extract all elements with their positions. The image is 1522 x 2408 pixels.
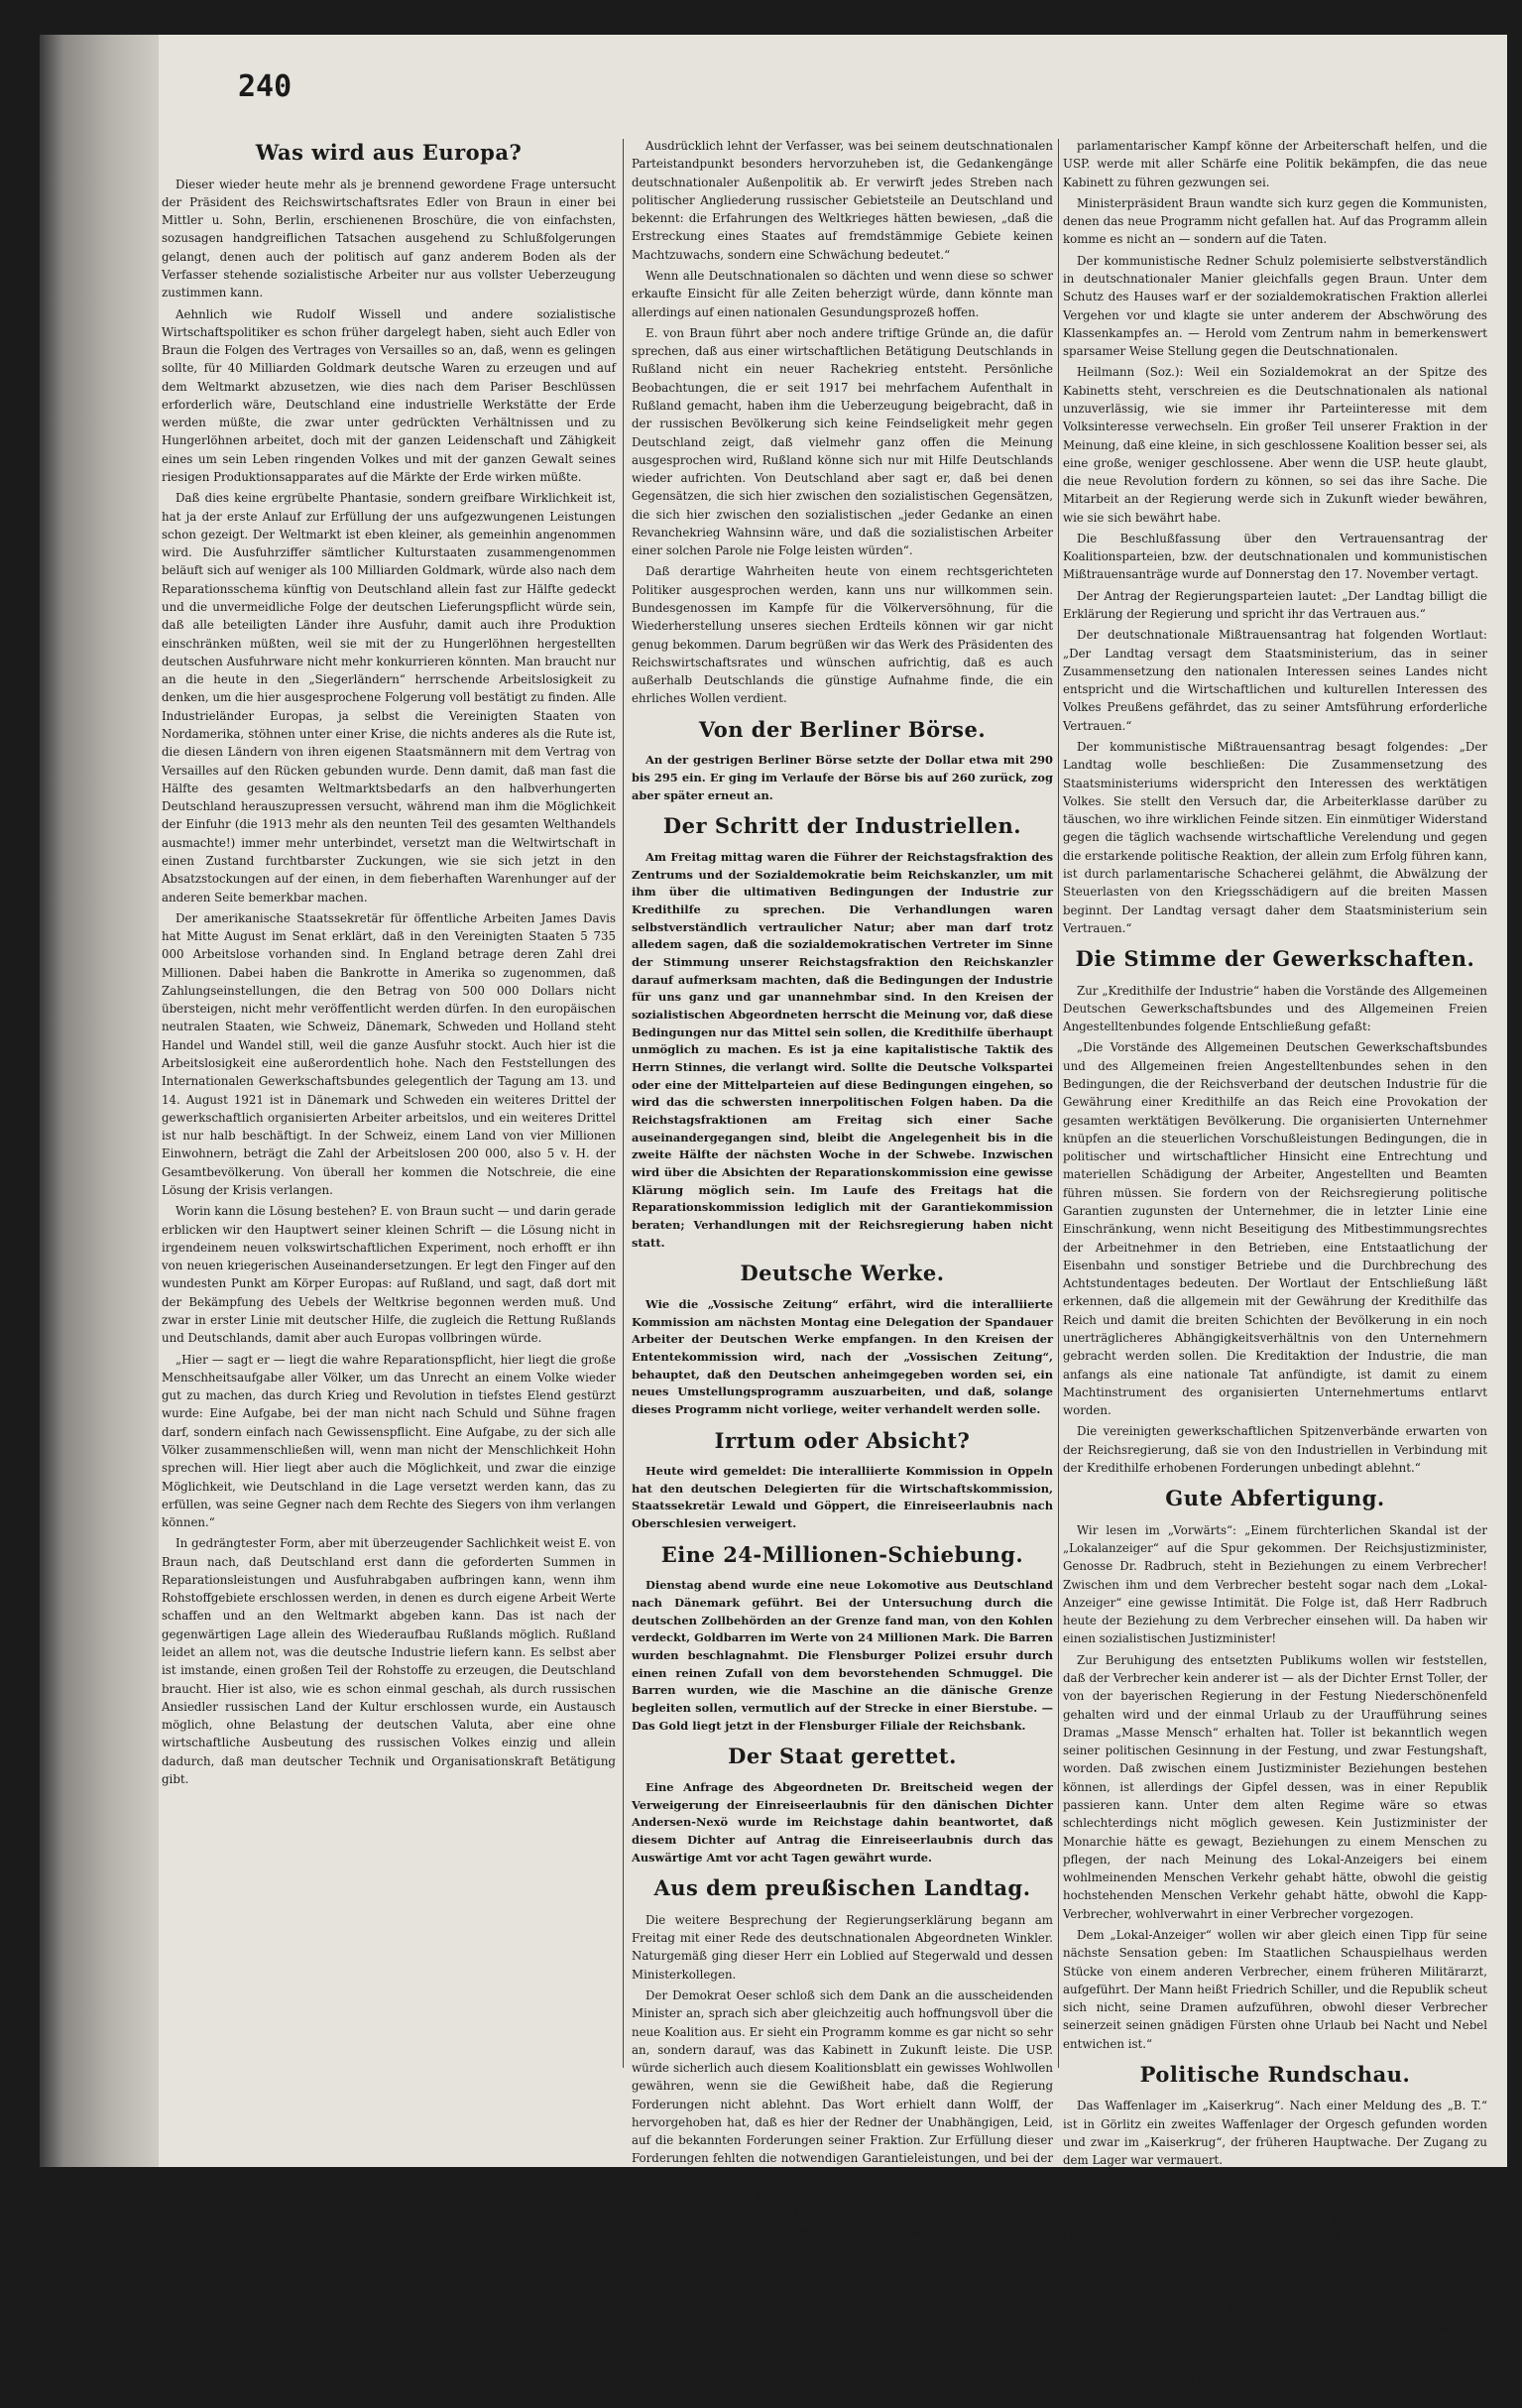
article-paragraph: Ausdrücklich lehnt der Verfasser, was bei seinem deutschnationalen Parteistandpunkt besonders hervorzuheben ist, die Gedankengänge deutschnationaler Außenpolitik ab. Er verwirft jedes Streben nach politischer Angliederung russischer Gebietsteile an Deutschland und bekennt: die Erfahrungen des Weltkrieges hätten bewiesen, „daß die Erstreckung eines Staates auf fremdstämmige Gebiete keinen Machtzuwachs, sondern eine Schwächung bedeutet.“	[632, 139, 1053, 262]
article-paragraph: Daß derartige Wahrheiten heute von einem rechtsgerichteten Politiker ausgesprochen werden, kann uns nur willkommen sein. Bundesgenossen im Kampfe für die Völkerversöhnung, für die Wiederherstellung unseres siechen Erdteils können wir gar nicht genug bekommen. Darum begrüßen wir das Werk des Präsidenten des Reichswirtschaftsrates und wünschen aufrichtig, daß es auch außerhalb Deutschlands die günstige Aufnahme finde, die ein ehrliches Wollen verdient.	[632, 564, 1053, 706]
article-paragraph: Aehnlich wie Rudolf Wissell und andere sozialistische Wirtschaftspolitiker es schon früher dargelegt haben, sieht auch Edler von Braun die Folgen des Vertrages von Versailles so an, daß, wenn es gelingen sollte, für 40 Milliarden Goldmark deutsche Waren zu erzeugen und auf dem Weltmarkt abzusetzen, wie dies nach dem Pariser Beschlüssen erforderlich wäre, Deutschland eine industrielle Werkstätte der Erde werden müßte, die zwar unter gedrückten Verhältnissen und zu Hungerlöhnen arbeitet, doch mit der ganzen Leidenschaft und Zähigkeit eines um sein Leben ringenden Volkes und mit der ganzen Gewalt seines riesigen Produktionsapparates auf die Märkte der Erde wirken müßte.	[162, 306, 616, 485]
article-paragraph: Politische Notizen. Die Zentrumsfraktion des Bürgerausschusses in Mannheim hat den Antrag gestellt, für den Aufenthalt von Ausländern eine Ausländersteuer einzuführen, welche jeweils in der Höhe des Heimatlandes des betreffenden Ausländers zu erheben ist. — Von den Regierungsparteien ist zum Hausgehilfengesetz die bei der Deutschen Hausfrauen-Vereine beim Reichstage Abänderungsvorschläge eingereicht, die nach einer Vorsitzenden des Regierungsentwurfs bedeutet würden. — Die demokratische Fraktion hat einen Antrag eingebracht, der Besuch der freiwillige Fortbildungsschulen vorschreibt. — Heute soll die Friedensurkunde zwischen Deutschland und Amerika ausgetauscht werden. — Von den Charlottenburger Gaswerken sind die Löhne für Arbeiter in der Stadt erhöht worden, jedoch die geforderte Beihilfe von 1000 Mark nicht bewilligt wurde.	[1063, 2174, 1487, 2406]
article-paragraph: Der Antrag der Regierungsparteien lautet: „Der Landtag billigt die Erklärung der Regierung und spricht ihr das Vertrauen aus.“	[1063, 588, 1487, 622]
article-paragraph: Wenn alle Deutschnationalen so dächten und wenn diese so schwer erkaufte Einsicht für alle Zeiten beherzigt würde, dann könnte man allerdings auf einen nationalen Gesundungsprozeß hoffen.	[632, 268, 1053, 319]
article-headline: Von der Berliner Börse.	[698, 716, 987, 742]
article-paragraph: Der kommunistische Mißtrauensantrag besagt folgendes: „Der Landtag wolle beschließen: Die Zusammensetzung des Staatsministeriums widerspricht den Interessen des werktätigen Volkes. Sie stellt den Versuch dar, die Arbeiterklasse darüber zu täuschen, wo ihre wirklichen Feinde sitzen. Ein einmütiger Widerstand gegen die täglich wachsende wirtschaftliche Verelendung und gegen die erstarkende politische Reaktion, der allein zum Erfolg führen kann, ist durch parlamentarische Schacherei gelähmt, die Abwälzung der Steuerlasten von den Kriegsschädigern auf die breiten Massen beginnt. Der Landtag versagt daher dem Staatsministerium sein Vertrauen.“	[1063, 740, 1487, 935]
article-headline: Der Staat gerettet.	[728, 1744, 957, 1769]
article-headline: Die Stimme der Gewerkschaften.	[1075, 946, 1475, 972]
article-paragraph: Der amerikanische Staatssekretär für öffentliche Arbeiten James Davis hat Mitte August im Senat erklärt, daß in den Vereinigten Staaten 5 735 000 Arbeitslose vorhanden sind. In England betrage deren Zahl drei Millionen. Dabei haben die Bankrotte in Amerika so zugenommen, daß Zahlungseinstellungen, die den Betrag von 500 000 Dollars nicht übersteigen, nicht mehr veröffentlicht werden dürfen. In den europäischen neutralen Staaten, wie Schweiz, Dänemark, Schweden und Holland steht Handel und Wandel still, weil die ganze Ausfuhr stockt. Auch hier ist die Arbeitslosigkeit eine außerordentlich hohe. Nach den Feststellungen des Internationalen Gewerkschaftsbundes gelegentlich der Tagung am 13. und 14. August 1921 ist in Dänemark und Schweden ein weiteres Drittel der gewerkschaftlich organisierten Arbeiter arbeitslos, und ein weiteres Drittel ist nur halb beschäftigt. In der Schweiz, einem Land von vier Millionen Einwohnern, beträgt die Zahl der Arbeitslosen 200 000, also 5 v. H. der Gesamtbevölkerung. Von überall her kommen die Notschreie, die eine Lösung der Krisis verlangen.	[162, 910, 616, 1198]
article-paragraph: Heute wird gemeldet: Die interalliierte Kommission in Oppeln hat den deutschen Delegierten für die Wirtschaftskommission, Staatssekretär Lewald und Göppert, die Einreiseerlaubnis nach Oberschlesien verweigert.	[632, 1464, 1053, 1531]
article-paragraph: Die weitere Besprechung der Regierungserklärung begann am Freitag mit einer Rede des deutschnationalen Abgeordneten Winkler. Naturgemäß ging dieser Herr ein Loblied auf Stegerwald und dessen Ministerkollegen.	[632, 1912, 1053, 1982]
article-paragraph: Dieser wieder heute mehr als je brennend gewordene Frage untersucht der Präsident des Reichswirtschaftsrates Edler von Braun in einer bei Mittler u. Sohn, Berlin, erschienenen Broschüre, die von einfachsten, sozusagen handgreiflichen Tatsachen ausgehend zu Schlußfolgerungen gelangt, denen auch der politisch auf ganz anderem Boden als der Verfasser stehende sozialistische Arbeiter nur aus vollster Ueberzeugung zustimmen kann.	[162, 177, 616, 301]
article-headline: Deutsche Werke.	[740, 1261, 945, 1286]
article-paragraph: Worin kann die Lösung bestehen? E. von Braun sucht — und darin gerade erblicken wir den Hauptwert seiner kleinen Schrift — die Lösung nicht in irgendeinem neuen volkswirtschaftlichen Experiment, noch erhofft er ihn von neuen kriegerischen Auseinandersetzungen. Er legt den Finger auf den wundesten Punkt am Körper Europas: auf Rußland, und sagt, daß dort mit der Bekämpfung des Uebels der Weltkrise begonnen werden muß. Und zwar in erster Linie mit deutscher Hilfe, die zugleich die Rettung Rußlands und Deutschlands, damit aber auch Europas vollbringen würde.	[162, 1204, 616, 1346]
book-binding	[40, 35, 159, 2167]
article-headline: Der Schritt der Industriellen.	[662, 813, 1022, 839]
article-paragraph: Wir lesen im „Vorwärts“: „Einem fürchterlichen Skandal ist der „Lokalanzeiger“ auf die Spur gekommen. Der Reichsjustizminister, Genosse Dr. Radbruch, steht in Beziehungen zu einem Verbrecher! Zwischen ihm und dem Verbrecher besteht sogar nach dem „Lokal-Anzeiger“ eine gewisse Intimität. Die Folge ist, daß Herr Radbruch heute der Beziehung zu dem Verbrecher einsehen will. Da haben wir einen sozialistischen Justizminister!	[1063, 1522, 1487, 1646]
article-paragraph: Zur „Kredithilfe der Industrie“ haben die Vorstände des Allgemeinen Deutschen Gewerkschaftsbundes und des Allgemeinen Freien Angestelltenbundes folgende Entschließung gefaßt:	[1063, 983, 1487, 1034]
article-paragraph: Der Demokrat Oeser schloß sich dem Dank an die ausscheidenden Minister an, sprach sich aber gleichzeitig auch hoffnungsvoll über die neue Koalition aus. Er sieht ein Programm komme es gar nicht so sehr an, sondern darauf, was das Kabinett in Zukunft leiste. Die USP. würde sicherlich auch diesem Koalitionsblatt ein gewisses Wohlwollen gewähren, wenn sie die Gewißheit habe, daß die Regierung Forderungen nicht ablehnt. Das Wort erhielt dann Wolff, der hervorgehoben hat, daß es hier der Redner der Unabhängigen, Leid, auf die bekannten Forderungen seiner Fraktion. Zur Erfüllung dieser Forderungen fehlten die notwendigen Garantieleistungen, und bei der Paarung von Sozialdemokraten und Volksparteien sei es nicht leicht, sie zu schaffen. Die erste Aufgabe der Volksparteien sei es natürlich, die Sozialdemokraten zu bekämpfen. Es sei zu fürchten, daß die Regierung sich als Sachwalter des Kapitalismus erweise. Nur außerparlamentarischer Kampf könne der Arbeiterschaft helfen.	[632, 1987, 1053, 2256]
article-paragraph: Eine Anfrage des Abgeordneten Dr. Breitscheid wegen der Verweigerung der Einreiseerlaubnis für den dänischen Dichter Andersen-Nexö wurde im Reichstage dahin beantwortet, daß diesem Dichter auf Antrag die Einreiseerlaubnis durch das Auswärtige Amt vor acht Tagen gewährt wurde.	[632, 1779, 1053, 1865]
article-paragraph: E. von Braun führt aber noch andere triftige Gründe an, die dafür sprechen, daß aus einer wirtschaftlichen Betätigung Deutschlands in Rußland nicht ein neuer Rachekrieg entsteht. Persönliche Beobachtungen, die er seit 1917 bei mehrfachem Aufenthalt in Rußland gemacht, haben ihm die Ueberzeugung beigebracht, daß in der russischen Bevölkerung sich keine Feindseligkeit mehr gegen Deutschland zeigt, daß vielmehr ganz offen die Meinung ausgesprochen wird, Rußland könne sich nur mit Hilfe Deutschlands wieder aufrichten. Von Deutschland aber sagt er, daß bei denen Gegensätzen, die sich hier zwischen den sozialistischen Gegensätzen, die sich hier zwischen den sozialistischen „jeder Gedanke an einen Revanchekrieg Wahnsinn wäre, und daß die sozialistischen Arbeiter einer solchen Parole nie Folge leisten würden“.	[632, 325, 1053, 558]
article-paragraph: parlamentarischer Kampf könne der Arbeiterschaft helfen, und die USP. werde mit aller Schärfe eine Politik bekämpfen, die das neue Kabinett zu führen gezwungen sei.	[1063, 139, 1487, 189]
article-paragraph: „Hier — sagt er — liegt die wahre Reparationspflicht, hier liegt die große Menschheitsaufgabe aller Völker, um das Unrecht an einem Volke wieder gut zu machen, das durch Krieg und Revolution in tiefstes Elend gestürzt wurde: Eine Aufgabe, bei der man nicht nach Schuld und Sühne fragen darf, sondern einfach nach Gewissenspflicht. Eine Aufgabe, zu der sich alle Völker zusammenschließen will, wenn man nicht der Menschlichkeit Hohn sprechen will. Hier liegt aber auch die Möglichkeit, und zwar die einzige Möglichkeit, wie Deutschland in die Lage versetzt werden kann, das zu erfüllen, was seine Gegner nach dem Rechte des Siegers von ihm verlangen können.“	[162, 1352, 616, 1530]
article-paragraph: Das Waffenlager im „Kaiserkrug“. Nach einer Meldung des „B. T.“ ist in Görlitz ein zweites Waffenlager der Orgesch gefunden worden und zwar im „Kaiserkrug“, der früheren Hauptwache. Der Zugang zu dem Lager war vermauert.	[1063, 2099, 1487, 2168]
article-paragraph: Dienstag abend wurde eine neue Lokomotive aus Deutschland nach Dänemark geführt. Bei der Untersuchung durch die deutschen Zollbehörden an der Grenze fand man, von den Kohlen verdeckt, Goldbarren im Werte von 24 Millionen Mark. Die Barren wurden beschlagnahmt. Die Flensburger Polizei ersuhr durch einen reinen Zufall von dem bevorstehenden Schmuggel. Die Barren wurden, wie die Maschine an die dänische Grenze begleiten sollen, vermutlich auf der Strecke in einer Bierstube. — Das Gold liegt jetzt in der Flensburger Filiale der Reichsbank.	[632, 1578, 1053, 1733]
column-2	[632, 137, 1053, 2256]
article-paragraph: Zur Beruhigung des entsetzten Publikums wollen wir feststellen, daß der Verbrecher kein anderer ist — als der Dichter Ernst Toller, der von der bayerischen Regierung in der Festung Niederschönenfeld gehalten wird und der einmal Urlaub zu der Uraufführung seines Dramas „Masse Mensch“ erhalten hat. Toller ist bekanntlich wegen seiner politischen Gesinnung in der Festung, und zwar Festungshaft, worden. Daß zwischen einem Justizminister Beziehungen bestehen können, ist allerdings der Gipfel dessen, was in einer Republik passieren kann. Unter dem alten Regime wäre so etwas schlechterdings nicht möglich gewesen. Kein Justizminister der Monarchie hätte es gewagt, Beziehungen zu einem Menschen zu pflegen, der nach Meinung des Lokal-Anzeigers bei einem wohlmeinenden Menschen Verkehr gehabt hätte, obwohl die geistig hochstehenden Menschen Verkehr gehabt hätte, obwohl die Kapp-Verbrecher, wohlverwahrt in einer Verbrecher vorgezogen.	[1063, 1652, 1487, 1921]
article-paragraph: Der deutschnationale Mißtrauensantrag hat folgenden Wortlaut: „Der Landtag versagt dem Staatsministerium, das in seiner Zusammensetzung den nationalen Interessen seines Landes nicht entspricht und die Wirtschaftlichen und kulturellen Interessen des Volkes Preußens gefährdet, das zu seiner Amtsführung erforderliche Vertrauen.“	[1063, 628, 1487, 733]
article-paragraph: Die Beschlußfassung über den Vertrauensantrag der Koalitionsparteien, bzw. der deutschnationalen und kommunistischen Mißtrauensanträge wurde auf Donnerstag den 17. November vertagt.	[1063, 531, 1487, 582]
article-paragraph: Heilmann (Soz.): Weil ein Sozialdemokrat an der Spitze des Kabinetts steht, verschreien es die Deutschnationalen als national unzuverlässig, wie sie immer ihr Parteiinteresse mit dem Volksinteresse verwechseln. Ein großer Teil unserer Fraktion in der Meinung, daß eine kleine, in sich geschlossene Koalition besser sei, als eine große, weniger geschlossene. Aber wenn die USP. heute glaubt, die neue Revolution fordern zu können, so sei das ihre Sache. Die Mitarbeit an der Regierung werde sich in Zukunft wieder bewähren, wie sie sich bewährt habe.	[1063, 365, 1487, 525]
article-paragraph: In gedrängtester Form, aber mit überzeugender Sachlichkeit weist E. von Braun nach, daß Deutschland erst dann die geforderten Summen in Reparationsleistungen und Ausfuhrabgaben aufbringen kann, wenn ihm Rohstoffgebiete erschlossen werden, in denen es durch eigene Arbeit Werte schaffen und an den Weltmarkt abgeben kann. Das ist nach der gegenwärtigen Lage allein des Wiederaufbau Rußlands möglich. Rußland leidet an allem not, was die deutsche Industrie liefern kann. Es selbst aber ist imstande, einen großen Teil der Rohstoffe zu erzeugen, die Deutschland braucht. Hier ist also, wie es schon einmal geschah, als durch russischen Ansiedler russischen Land der Kultur erschlossen wurde, ein Austausch möglich, ohne Belastung der deutschen Valuta, aber eine ohne wirtschaftliche Ausbeutung des russischen Volkes einzig und allein dadurch, daß man deutscher Technik und Organisationskraft Betätigung gibt.	[162, 1536, 616, 1787]
article-headline: Aus dem preußischen Landtag.	[653, 1875, 1031, 1901]
article-paragraph: Daß dies keine ergrübelte Phantasie, sondern greifbare Wirklichkeit ist, hat ja der erste Anlauf zur Erfüllung der uns aufgezwungenen Leistungen schon gezeigt. Der Weltmarkt ist eben kleiner, als gemeinhin angenommen wird. Die Ausfuhrziffer sämtlicher Kulturstaaten zusammengenommen beläuft sich auf weniger als 100 Milliarden Goldmark, würde also nach dem Reparationsschema künftig von Deutschland allein fast zur Hälfte gedeckt und die unvermeidliche Folge der deutschen Lieferungspflicht würde sein, daß alle beteiligten Länder ihre Ausfuhr, damit auch ihre Produktion einschränken müßten, weil sie mit der zu Hungerlöhnen hergestellten deutschen Ausfuhrware nicht mehr konkurrieren könnten. Man braucht nur an die heute in den „Siegerländern“ herrschende Arbeitslosigkeit zu denken, um die hier ausgesprochene Folgerung voll bestätigt zu finden. Alle Industrieländer Europas, ja selbst die Vereinigten Staaten von Nordamerika, stöhnen unter einer Krise, die nichts anderes als die Rute ist, die diesen Ländern von ihren eigenen Staatsmännern mit dem Vertrag von Versailles auf den Rücken gebunden wurde. Denn damit, daß man fast die Hälfte des gesamten Weltmarktsbedarfs an den halbverhungerten Deutschland herauszupressen versucht, während man ihm die Möglichkeit der Einfuhr (die 1913 mehr als den neunten Teil des gesamten Welthandels ausmachte!) immer mehr unterbindet, versetzt man die Weltwirtschaft in einen Zustand furchtbarster Zuckungen, wie sie sich jetzt in den Absatzstockungen auf der einen, in dem fieberhaften Warenhunger auf der anderen Seite bemerkbar machen.	[162, 491, 616, 904]
article-paragraph: Die vereinigten gewerkschaftlichen Spitzenverbände erwarten von der Reichsregierung, daß sie von den Industriellen in Verbindung mit der Kredithilfe erhobenen Forderungen unbedingt ablehnt.“	[1063, 1424, 1487, 1475]
page-number: 240	[238, 69, 293, 104]
article-headline: Was wird aus Europa?	[255, 140, 523, 165]
article-paragraph: An der gestrigen Berliner Börse setzte der Dollar etwa mit 290 bis 295 ein. Er ging im Verlaufe der Börse bis auf 260 zurück, zog aber später erneut an.	[632, 753, 1053, 802]
article-headline: Eine 24-Millionen-Schiebung.	[660, 1541, 1024, 1567]
column-3	[1063, 137, 1487, 2406]
article-paragraph: „Die Vorstände des Allgemeinen Deutschen Gewerkschaftsbundes und des Allgemeinen freien Angestelltenbundes sehen in den Bedingungen, die der Reichsverband der deutschen Industrie für die Gewährung einer Kredithilfe an das Reich eine Provokation der gesamten werktätigen Bevölkerung. Die organisierten Unternehmer knüpfen an die steuerlichen Vorschußleistungen Bedingungen, die in politischer und wirtschaftlicher Hinsicht eine Entrechtung und materiellen Schädigung der Arbeiter, Angestellten und Beamten führen müssen. Sie fordern von der Reichsregierung politische Garantien zugunsten der Unternehmer, die in letzter Linie eine Einschränkung, wenn nicht Beseitigung des Mitbestimmungsrechtes der Arbeitnehmer in den Betrieben, eine Entstaatlichung der Eisenbahn und sonstiger Betriebe und die Durchbrechung des Achtstundentages bedeuten. Der Wortlaut der Entschließung läßt erkennen, daß die allgemein mit der Gewährung der Kredithilfe das Reich und damit die breiten Schichten der Bevölkerung in ein noch unerträglicheres Abhängigkeitsverhältnis von den Unternehmern gebracht werden sollen. Die Kreditaktion der Industrie, die man anfangs als eine nationale Tat anfündigte, ist damit zu einem Machtinstrument des organisierten Unternehmertums entlarvt worden.	[1063, 1040, 1487, 1418]
column-1	[162, 137, 616, 2076]
article-paragraph: Ministerpräsident Braun wandte sich kurz gegen die Kommunisten, denen das neue Programm nicht gefallen hat. Auf das Programm allein komme es nicht an — sondern auf die Taten.	[1063, 195, 1487, 247]
article-headline: Politische Rundschau.	[1139, 2061, 1411, 2087]
column-rule	[1058, 139, 1059, 2068]
article-paragraph: Wie die „Vossische Zeitung“ erfährt, wird die interalliierte Kommission am nächsten Montag eine Delegation der Spandauer Arbeiter der Deutschen Werke empfangen. In den Kreisen der Ententekommission wird, nach der „Vossischen Zeitung“, behauptet, daß den Deutschen anheimgegeben worden sei, ein neues Umstellungsprogramm auszuarbeiten, und daß, solange dieses Programm nicht vorliege, weiter verhandelt werden solle.	[632, 1296, 1053, 1416]
article-headline: Gute Abfertigung.	[1165, 1486, 1385, 1511]
article-paragraph: Am Freitag mittag waren die Führer der Reichstagsfraktion des Zentrums und der Sozialdemokratie beim Reichskanzler, um mit ihm über die ultimativen Bedingungen der Industrie zur Kredithilfe zu sprechen. Die Verhandlungen waren selbstverständlich vertraulicher Natur; aber man darf trotz alledem sagen, daß die sozialdemokratischen Vertreter im Sinne der Stimmung unserer Reichstagsfraktion den Reichskanzler darauf aufmerksam machten, daß die Bedingungen der Industrie für uns ganz und gar unannehmbar sind. In den Kreisen der sozialistischen Abgeordneten herrscht die Meinung vor, daß diese Bedingungen nur das Mittel sein sollen, die Kredithilfe überhaupt unmöglich zu machen. Es ist ja eine kapitalistische Taktik des Herrn Stinnes, die verlangt wird. Sollte die Deutsche Volkspartei oder eine der Mittelparteien auf diese Bedingungen eingehen, so wird das die schwersten innerpolitischen Folgen haben. Da die Reichstagsfraktionen am Freitag sich einer Sache auseinandergegangen sind, bleibt die Angelegenheit bis in die zweite Hälfte der nächsten Woche in der Schwebe. Inzwischen wird über die Absichten der Reparationskommission eine gewisse Klärung möglich sein. Im Laufe des Freitags hat die Reparationskommission lediglich mit der Garantiekommission beraten; Verhandlungen mit der Reichsregierung haben nicht statt.	[632, 849, 1053, 1250]
column-rule	[623, 139, 624, 2068]
article-paragraph: Dem „Lokal-Anzeiger“ wollen wir aber gleich einen Tipp für seine nächste Sensation geben: Im Staatlichen Schauspielhaus werden Stücke von einem anderen Verbrecher, einem früheren Militärarzt, aufgeführt. Der Mann heißt Friedrich Schiller, und die Republik scheut sich nicht, seine Dramen aufzuführen, obwohl dieser Verbrecher seinerzeit seinen gnädigen Fürsten ohne Urlaub bei Nacht und Nebel entwichen ist.“	[1063, 1927, 1487, 2051]
article-paragraph: Der kommunistische Redner Schulz polemisierte selbstverständlich in deutschnationaler Manier gleichfalls gegen Braun. Unter dem Schutz des Hauses warf er der sozialdemokratischen Fraktion allerlei Vergehen vor und klagte sie unter anderem der Abschwörung des Klassenkampfes an. — Herold vom Zentrum nahm in bemerkenswert sparsamer Weise Stellung gegen die Deutschnationalen.	[1063, 253, 1487, 359]
article-headline: Irrtum oder Absicht?	[714, 1427, 971, 1453]
